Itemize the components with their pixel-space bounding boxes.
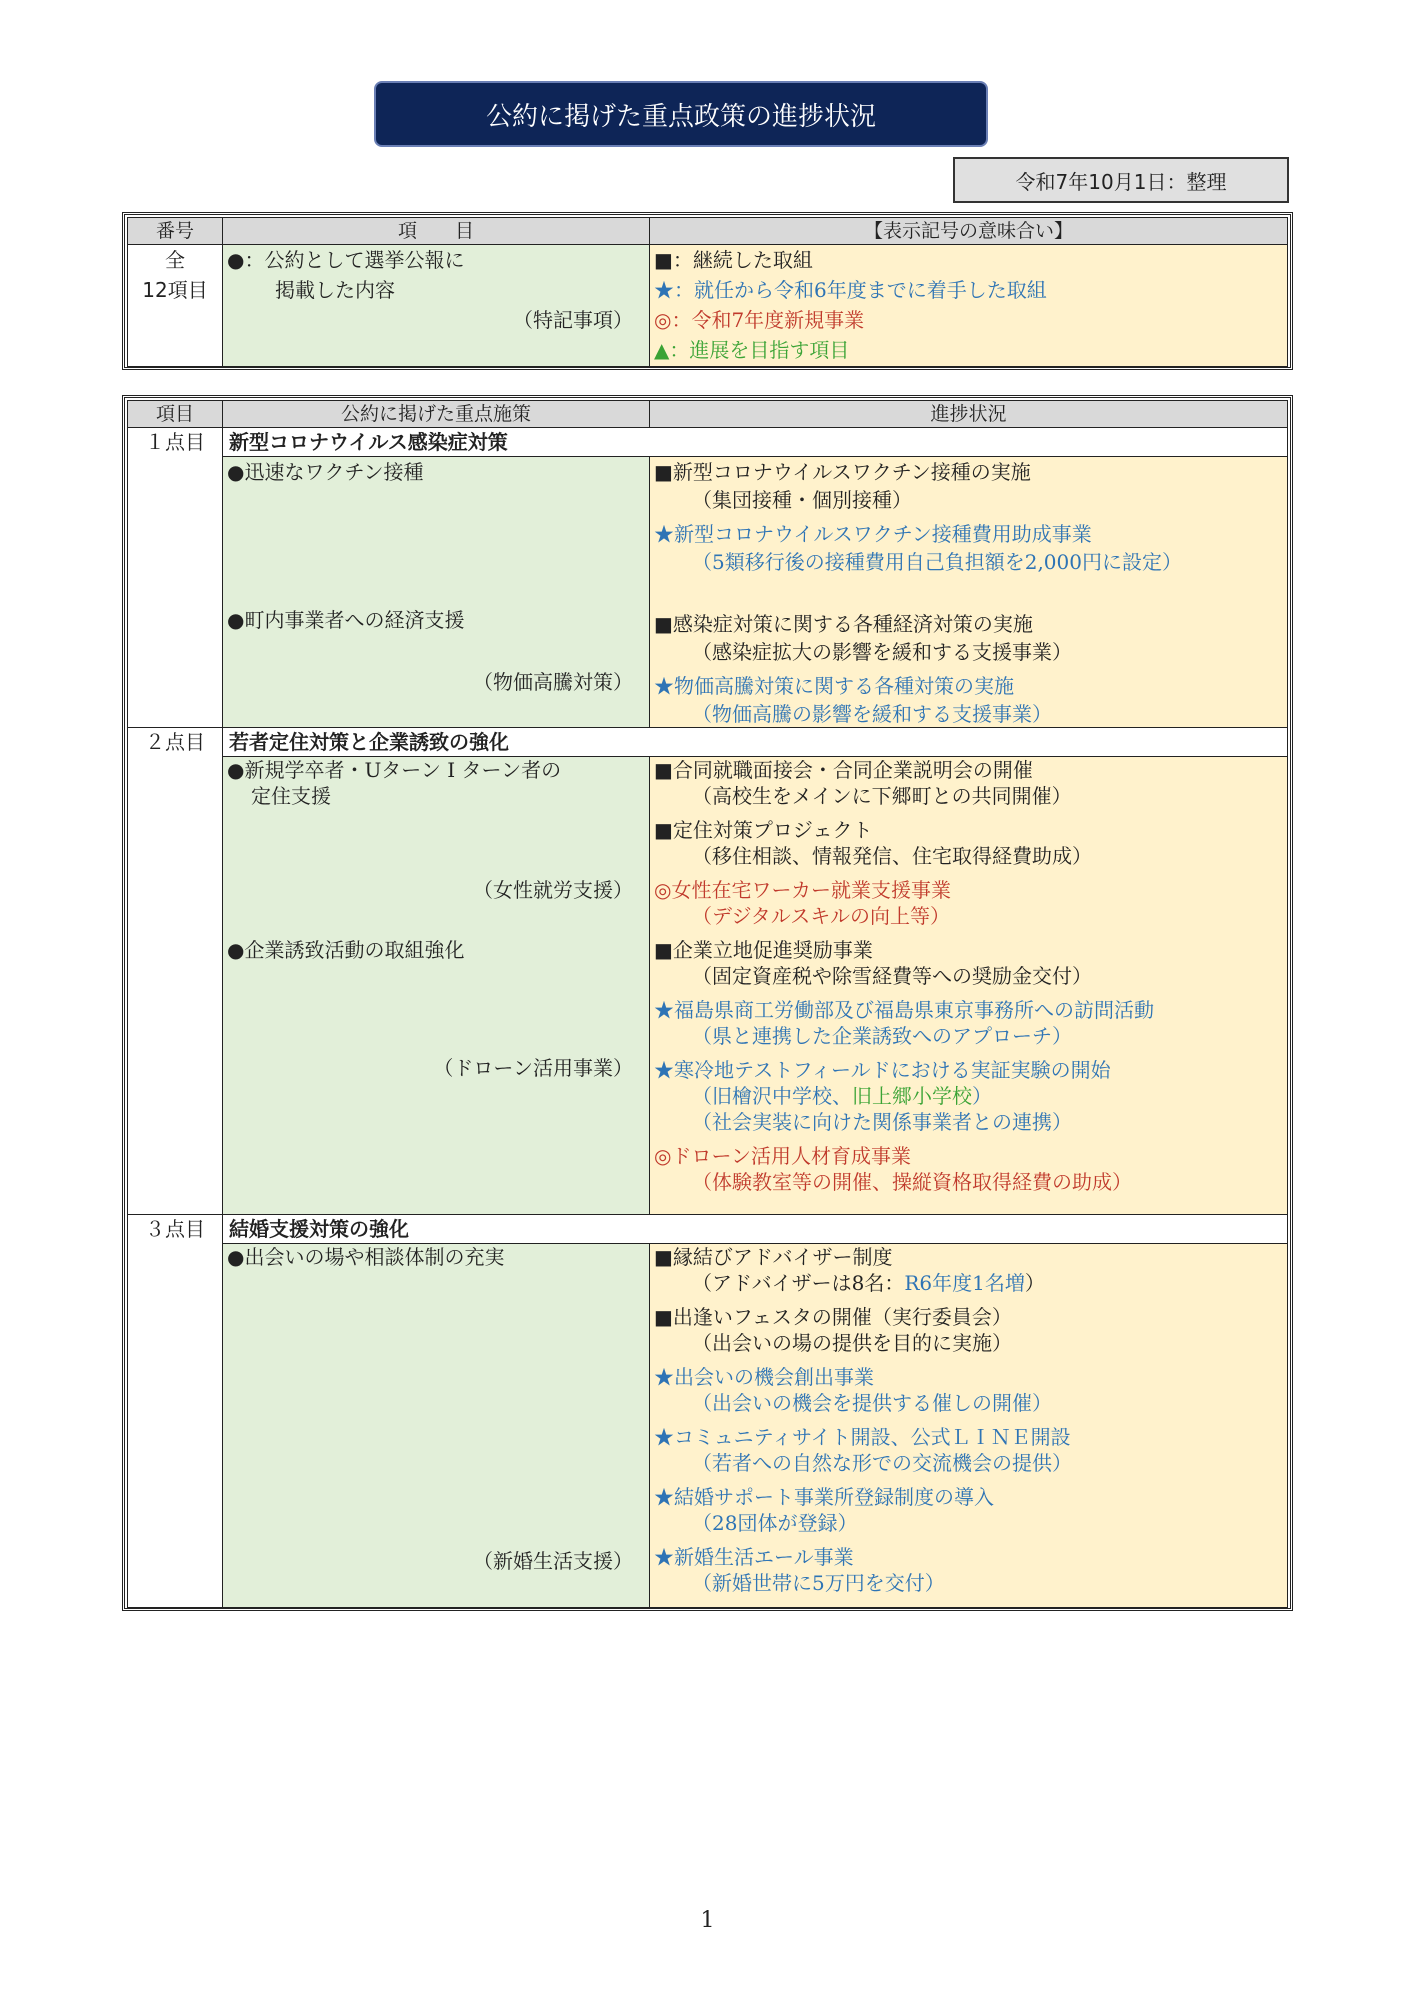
policy-2-2: ●企業誘致活動の取組強化	[227, 938, 465, 962]
progress-3-1	[650, 1244, 1287, 1296]
progress-3-1-sub-c: ）	[1024, 1271, 1045, 1295]
legend-table	[122, 212, 1293, 370]
progress-3-5-sub: （28団体が登録）	[692, 1511, 858, 1535]
progress-1-2-sub: （5類移行後の接種費用自己負担額を2,000円に設定）	[692, 550, 1182, 574]
progress-1-1	[650, 457, 1287, 513]
section-2-progress	[650, 757, 1288, 1215]
main-table	[122, 395, 1293, 1611]
progress-1-3-sub: （感染症拡大の影響を緩和する支援事業）	[692, 640, 1072, 664]
section-2-num: ２点目	[128, 728, 223, 1215]
legend-header-marks: 【表示記号の意味合い】	[650, 218, 1288, 245]
legend-item-line1: ●：公約として選挙公報に	[227, 248, 465, 272]
main-header-policy: 公約に掲げた重点施策	[223, 401, 650, 428]
section-3-progress	[650, 1244, 1288, 1608]
policy-2-2-note: （ドローン活用事業）	[433, 1056, 633, 1080]
progress-3-4-sub: （若者への自然な形での交流機会の提供）	[692, 1451, 1072, 1475]
page-number: 1	[700, 1908, 715, 1933]
progress-1-4	[650, 671, 1287, 727]
section-1-num: １点目	[128, 428, 223, 728]
progress-3-4	[650, 1424, 1287, 1476]
main-header-item: 項目	[128, 401, 223, 428]
policy-2-1-line2: 定住支援	[251, 784, 331, 808]
progress-1-4-sub: （物価高騰の影響を緩和する支援事業）	[692, 702, 1052, 726]
legend-item-line2: 掲載した内容	[275, 278, 395, 302]
progress-3-1-main: ■縁結びアドバイザー制度	[654, 1245, 893, 1269]
progress-1-4-main: ★物価高騰対策に関する各種対策の実施	[654, 674, 1014, 698]
progress-3-1-sub-a: （アドバイザーは8名：	[692, 1271, 905, 1295]
progress-2-1-sub: （高校生をメインに下郷町との共同開催）	[692, 784, 1072, 808]
progress-1-3-main: ■感染症対策に関する各種経済対策の実施	[654, 612, 1033, 636]
legend-mark-started: ★：就任から令和6年度までに着手した取組	[654, 278, 1047, 302]
progress-3-5	[650, 1484, 1287, 1536]
legend-header-item: 項 目	[223, 218, 650, 245]
progress-2-1	[650, 757, 1287, 809]
legend-marks-cell	[650, 245, 1288, 367]
progress-2-5-main: ★福島県商工労働部及び福島県東京事務所への訪問活動	[654, 998, 1154, 1022]
section-1-policies	[223, 457, 650, 728]
policy-1-2: ●町内事業者への経済支援	[227, 608, 465, 632]
progress-3-1-sub	[650, 1270, 1287, 1296]
progress-1-1-main: ■新型コロナウイルスワクチン接種の実施	[654, 460, 1031, 484]
section-1-title: 新型コロナウイルス感染症対策	[223, 428, 1288, 457]
progress-2-2	[650, 817, 1287, 869]
progress-2-2-main: ■定住対策プロジェクト	[654, 818, 873, 842]
progress-3-1-sub-b: R6年度1名増	[904, 1271, 1025, 1295]
legend-num-cell	[128, 245, 223, 367]
section-2-title: 若者定住対策と企業誘致の強化	[223, 728, 1288, 757]
progress-2-4-main: ■企業立地促進奨励事業	[654, 938, 873, 962]
legend-mark-target: ▲：進展を目指す項目	[654, 338, 850, 362]
policy-1-1: ●迅速なワクチン接種	[227, 460, 424, 484]
legend-item-note: （特記事項）	[513, 308, 633, 332]
progress-2-4-sub: （固定資産税や除雪経費等への奨励金交付）	[692, 964, 1092, 988]
progress-2-6	[650, 1057, 1287, 1135]
progress-2-3-main: ◎女性在宅ワーカー就業支援事業	[654, 878, 952, 902]
page-title: 公約に掲げた重点政策の進捗状況	[374, 81, 988, 147]
legend-mark-new: ◎：令和7年度新規事業	[654, 308, 865, 332]
progress-3-6-sub: （新婚世帯に5万円を交付）	[692, 1571, 945, 1595]
progress-2-4	[650, 937, 1287, 989]
progress-1-3	[650, 609, 1287, 665]
progress-1-2-main: ★新型コロナウイルスワクチン接種費用助成事業	[654, 522, 1092, 546]
date-label: 令和7年10月1日：整理	[953, 157, 1289, 203]
progress-2-7-sub: （体験教室等の開催、操縦資格取得経費の助成）	[692, 1170, 1132, 1194]
progress-2-7	[650, 1143, 1287, 1195]
legend-header-num: 番号	[128, 218, 223, 245]
progress-2-6-sub-a: （旧檜沢中学校、	[692, 1084, 852, 1108]
progress-3-2	[650, 1304, 1287, 1356]
progress-3-3	[650, 1364, 1287, 1416]
progress-1-1-sub: （集団接種・個別接種）	[692, 488, 912, 512]
legend-num-top: 全	[165, 248, 185, 272]
policy-3-1-note: （新婚生活支援）	[473, 1549, 633, 1573]
progress-2-6-sub-c: ）	[972, 1084, 992, 1108]
main-header-progress: 進捗状況	[650, 401, 1288, 428]
progress-3-2-sub: （出会いの場の提供を目的に実施）	[692, 1331, 1012, 1355]
progress-2-5	[650, 997, 1287, 1049]
progress-3-3-main: ★出会いの機会創出事業	[654, 1365, 874, 1389]
progress-3-6	[650, 1544, 1287, 1596]
progress-3-5-main: ★結婚サポート事業所登録制度の導入	[654, 1485, 994, 1509]
policy-3-1: ●出会いの場や相談体制の充実	[227, 1245, 505, 1269]
legend-item-cell	[223, 245, 650, 367]
progress-3-3-sub: （出会いの機会を提供する催しの開催）	[692, 1391, 1052, 1415]
section-3-num: ３点目	[128, 1215, 223, 1608]
section-3-title: 結婚支援対策の強化	[223, 1215, 1288, 1244]
legend-num-bottom: 12項目	[142, 278, 208, 302]
progress-2-3	[650, 877, 1287, 929]
progress-2-2-sub: （移住相談、情報発信、住宅取得経費助成）	[692, 844, 1092, 868]
progress-3-2-main: ■出逢いフェスタの開催（実行委員会）	[654, 1305, 1012, 1329]
policy-1-2-note: （物価高騰対策）	[473, 670, 633, 694]
section-3-policies	[223, 1244, 650, 1608]
policy-2-1: ●新規学卒者・Uターン I ターン者の	[227, 758, 562, 782]
section-2-policies	[223, 757, 650, 1215]
progress-3-4-main: ★コミュニティサイト開設、公式ＬＩＮＥ開設	[654, 1425, 1071, 1449]
progress-2-3-sub: （デジタルスキルの向上等）	[692, 904, 950, 928]
progress-2-6-sub2: （社会実装に向けた関係事業者との連携）	[692, 1110, 1072, 1134]
progress-3-6-main: ★新婚生活エール事業	[654, 1545, 854, 1569]
progress-2-7-main: ◎ドローン活用人材育成事業	[654, 1144, 912, 1168]
policy-2-1-note: （女性就労支援）	[473, 878, 633, 902]
progress-2-6-main: ★寒冷地テストフィールドにおける実証実験の開始	[654, 1058, 1111, 1082]
legend-mark-continued: ■：継続した取組	[654, 248, 813, 272]
progress-1-2	[650, 519, 1287, 575]
progress-2-6-sub-b: 旧上郷小学校	[852, 1084, 972, 1108]
progress-2-6-sub	[650, 1083, 1287, 1109]
section-1-progress	[650, 457, 1288, 728]
progress-2-1-main: ■合同就職面接会・合同企業説明会の開催	[654, 758, 1033, 782]
progress-2-5-sub: （県と連携した企業誘致へのアプローチ）	[692, 1024, 1072, 1048]
